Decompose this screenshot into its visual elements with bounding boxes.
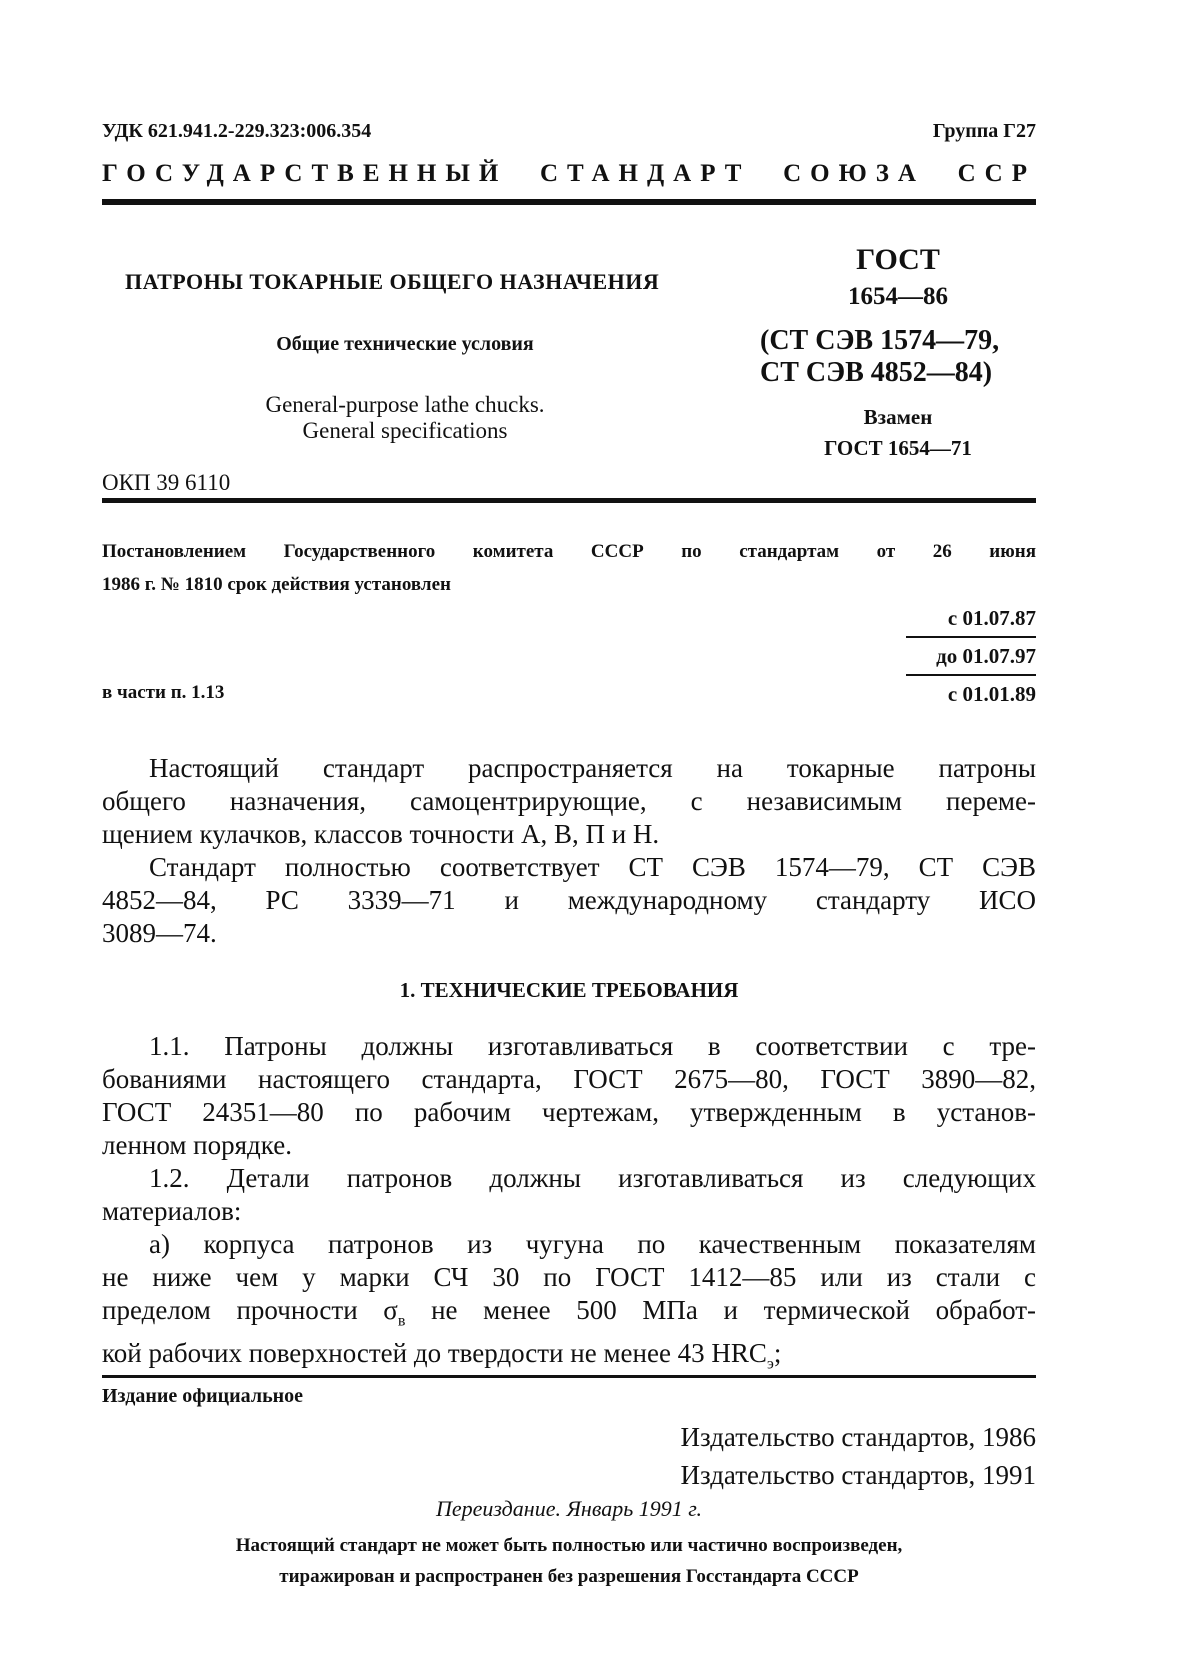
clause-1-2-a — [102, 1228, 1036, 1381]
text-fragment: кой рабочих поверхностей до твердости не менее 43 HRC — [102, 1338, 767, 1369]
text-line: Стандарт полностью соответствует СТ СЭВ 1574—79, СТ СЭВ — [149, 852, 1036, 882]
subscript: э — [766, 1355, 774, 1373]
validity-dates — [906, 600, 1036, 712]
text-line: Настоящий стандарт распространяется на токарные патроны — [149, 753, 1036, 783]
publisher-1991: Издательство стандартов, 1991 — [680, 1460, 1036, 1490]
official-edition: Издание официальное — [102, 1385, 304, 1407]
text-line: общего назначения, самоцентрирующие, с независимым переме- — [102, 786, 1036, 816]
copyright-notice-line2: тиражирован и распространен без разрешения Госстандарта СССР — [279, 1566, 859, 1587]
date-to: до 01.07.97 — [906, 636, 1036, 674]
english-title-line2: General specifications — [302, 418, 508, 443]
state-standard-banner: ГОСУДАРСТВЕННЫЙ СТАНДАРТ СОЮЗА ССР — [102, 160, 1036, 187]
text-line: щением кулачков, классов точности А, В, П и Н. — [102, 819, 660, 849]
footer-rule — [102, 1375, 1036, 1378]
header-rule — [102, 199, 1036, 205]
clause-1-1 — [102, 1030, 1036, 1162]
text-line: ленном порядке. — [102, 1130, 292, 1160]
gost-label: ГОСТ — [856, 243, 940, 276]
english-title-line1: General-purpose lathe chucks. — [265, 392, 545, 417]
text-line: не ниже чем у марки СЧ 30 по ГОСТ 1412—85 или из стали с — [102, 1262, 1036, 1292]
document-title: ПАТРОНЫ ТОКАРНЫЕ ОБЩЕГО НАЗНАЧЕНИЯ — [125, 269, 660, 294]
cmea-standard-line1: (СТ СЭВ 1574—79, — [760, 325, 1000, 356]
text-line: ГОСТ 24351—80 по рабочим чертежам, утвержденным в установ- — [102, 1097, 1036, 1127]
text-line — [102, 1294, 1036, 1337]
text-fragment: пределом прочности σ — [102, 1295, 398, 1325]
part-label: в части п. 1.13 — [102, 682, 225, 703]
udk-code: УДК 621.941.2-229.323:006.354 — [102, 120, 372, 142]
reissue-note: Переиздание. Январь 1991 г. — [435, 1496, 703, 1521]
text-line: 1.1. Патроны должны изготавливаться в соответствии с тре- — [149, 1031, 1036, 1061]
intro-paragraph-2 — [102, 851, 1036, 950]
text-line: 1.2. Детали патронов должны изготавливаться из следующих — [149, 1163, 1036, 1193]
decree-line1: Постановлением Государственного комитета СССР по стандартам от 26 июня — [102, 541, 1036, 562]
text-line: 3089—74. — [102, 918, 217, 948]
copyright-notice-line1: Настоящий стандарт не может быть полностью или частично воспроизведен, — [235, 1535, 903, 1556]
group-code: Группа Г27 — [932, 120, 1036, 142]
document-subtitle: Общие технические условия — [276, 333, 534, 355]
publisher-1986: Издательство стандартов, 1986 — [680, 1422, 1036, 1452]
text-line: а) корпуса патронов из чугуна по качественным показателям — [149, 1229, 1036, 1259]
date-from: с 01.07.87 — [947, 606, 1036, 630]
text-line: 4852—84, РС 3339—71 и международному стандарту ИСО — [102, 885, 1036, 915]
decree-text — [102, 535, 1036, 601]
subscript: в — [397, 1312, 406, 1330]
replaces-value: ГОСТ 1654—71 — [824, 436, 972, 460]
section-heading: 1. ТЕХНИЧЕСКИЕ ТРЕБОВАНИЯ — [399, 978, 739, 1002]
part-date: с 01.01.89 — [906, 674, 1036, 712]
decree-line2: 1986 г. № 1810 срок действия установлен — [102, 574, 451, 595]
cmea-standard-line2: СТ СЭВ 4852—84) — [760, 357, 993, 388]
text-fragment: ; — [773, 1338, 782, 1369]
gost-number: 1654—86 — [848, 283, 948, 310]
intro-paragraph-1 — [102, 752, 1036, 851]
title-block-rule — [102, 498, 1036, 503]
replaces-label: Взамен — [863, 405, 933, 429]
text-line: бованиями настоящего стандарта, ГОСТ 2675—80, ГОСТ 3890—82, — [102, 1064, 1036, 1094]
okp-code: ОКП 39 6110 — [102, 470, 231, 495]
clause-1-2 — [102, 1162, 1036, 1228]
text-line: материалов: — [102, 1196, 242, 1226]
text-fragment: не менее 500 МПа и термической обработ- — [405, 1295, 1036, 1325]
